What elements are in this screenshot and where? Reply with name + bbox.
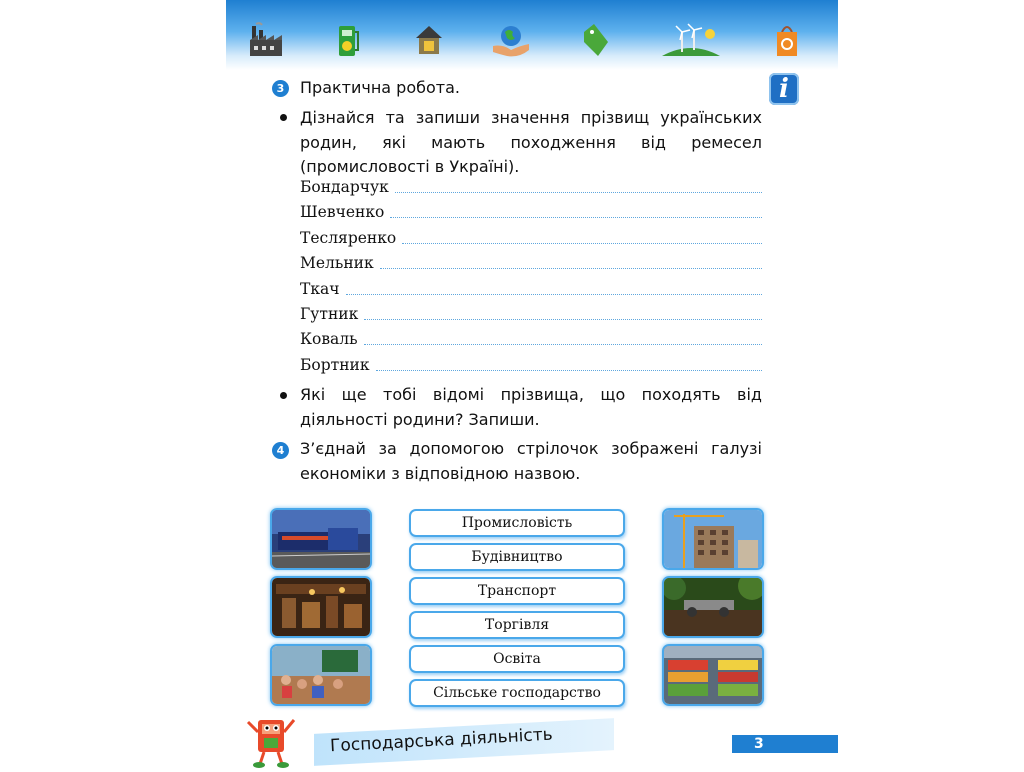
surname-line[interactable] (300, 251, 762, 273)
label-transport[interactable]: Транспорт (409, 577, 625, 605)
exercise-4-number: 4 (272, 442, 289, 459)
surname-label: Гутник (300, 305, 359, 323)
exercise-3-task-2: Які ще тобі відомі прізвища, що походять від діяльності родини? Запиши. (300, 385, 762, 429)
surname-label: Бондарчук (300, 178, 389, 196)
surname-line[interactable] (300, 200, 762, 222)
answer-dotted-line (376, 369, 762, 371)
bullet (280, 392, 287, 399)
answer-dotted-line (402, 242, 762, 244)
shopping-bag-icon (774, 22, 800, 60)
mascot-book-icon (244, 710, 300, 772)
factory-workshop-photo[interactable] (270, 576, 372, 638)
surname-label: Мельник (300, 254, 374, 272)
surname-label: Ткач (300, 280, 340, 298)
answer-dotted-line (395, 191, 762, 193)
label-education[interactable]: Освіта (409, 645, 625, 673)
surname-label: Шевченко (300, 203, 385, 221)
exercise-3-task-1: Дізнайся та запиши значення прізвищ українських родин, які мають походження від ремесел (промисловості в Україні). (300, 108, 762, 176)
exercise-3-title: Практична робота. (300, 78, 460, 97)
answer-dotted-line (380, 267, 762, 269)
exercise-4-text: З’єднай за допомогою стрілочок зображені галузі економіки з відповідною назвою. (300, 439, 762, 483)
surname-label: Коваль (300, 330, 358, 348)
house-icon (414, 22, 444, 60)
classroom-photo[interactable] (270, 644, 372, 706)
answer-dotted-line (346, 293, 762, 295)
surname-line[interactable] (300, 277, 762, 299)
construction-photo[interactable] (662, 508, 764, 570)
bullet (280, 114, 287, 121)
label-trade[interactable]: Торгівля (409, 611, 625, 639)
answer-dotted-line (364, 343, 762, 345)
surname-line[interactable] (300, 175, 762, 197)
section-title: Господарська діяльність (329, 724, 554, 757)
page-number: 3 (732, 735, 838, 753)
label-construction[interactable]: Будівництво (409, 543, 625, 571)
answer-dotted-line (390, 216, 762, 218)
surname-line[interactable] (300, 353, 762, 375)
surname-label: Бортник (300, 356, 370, 374)
price-tag-icon (580, 22, 610, 60)
globe-hand-icon (491, 22, 531, 60)
info-icon: i (769, 73, 799, 105)
surname-line[interactable] (300, 302, 762, 324)
surname-line[interactable] (300, 327, 762, 349)
fuel-pump-icon (336, 22, 362, 60)
surname-label: Тесляренко (300, 229, 397, 247)
answer-dotted-line (364, 318, 762, 320)
surname-line[interactable] (300, 226, 762, 248)
train-photo[interactable] (270, 508, 372, 570)
grocery-store-photo[interactable] (662, 644, 764, 706)
header-band (226, 0, 838, 70)
exercise-3-number: 3 (272, 80, 289, 97)
farm-field-photo[interactable] (662, 576, 764, 638)
label-agriculture[interactable]: Сільське господарство (409, 679, 625, 707)
factory-icon (248, 22, 284, 60)
workbook-page (226, 0, 838, 768)
label-industry[interactable]: Промисловість (409, 509, 625, 537)
wind-turbines-icon (662, 22, 720, 60)
